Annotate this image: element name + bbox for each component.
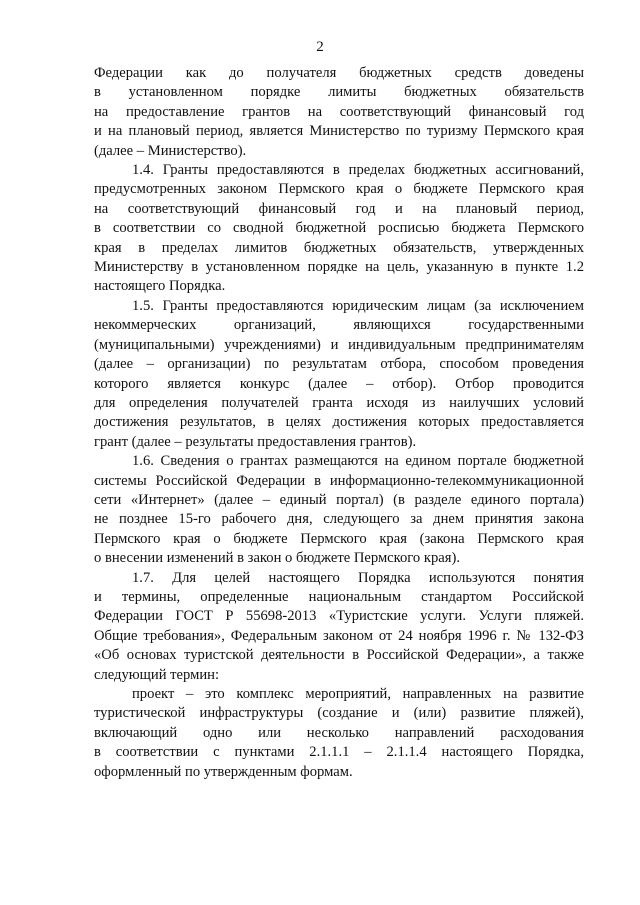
text-line: некоммерческих организаций, являющихся государственными bbox=[94, 317, 584, 334]
text-line: настоящего Порядка. bbox=[94, 278, 226, 295]
text-line: Пермского края о бюджете Пермского края (закона Пермского края bbox=[94, 530, 584, 547]
text-line: предусмотренных законом Пермского края о бюджете Пермского края bbox=[94, 181, 584, 198]
text-line: сети «Интернет» (далее – единый портал) (в разделе единого портала) bbox=[94, 491, 584, 508]
text-line: на предоставление грантов на соответствующий финансовый год bbox=[94, 103, 584, 120]
text-line: в соответствии со сводной бюджетной росписью бюджета Пермского bbox=[94, 220, 584, 237]
document-body bbox=[94, 64, 584, 782]
text-line: 1.4. Гранты предоставляются в пределах бюджетных ассигнований, bbox=[132, 162, 584, 179]
text-line: на соответствующий финансовый год и на плановый период, bbox=[94, 200, 584, 217]
page-number: 2 bbox=[316, 39, 324, 55]
text-line: следующий термин: bbox=[94, 666, 220, 683]
text-line: туристической инфраструктуры (создание и (или) развитие пляжей), bbox=[94, 705, 584, 722]
text-line: не позднее 15-го рабочего дня, следующего за днем принятия закона bbox=[94, 511, 584, 528]
paragraph-p2 bbox=[94, 161, 584, 297]
text-line: Федерации ГОСТ Р 55698-2013 «Туристские услуги. Услуги пляжей. bbox=[94, 608, 584, 625]
text-line: Министерству в установленном порядке на цель, указанную в пункте 1.2 bbox=[94, 259, 584, 276]
paragraph-p4 bbox=[94, 452, 584, 568]
text-line: края в пределах лимитов бюджетных обязательств, утвержденных bbox=[94, 239, 584, 256]
paragraph-p5 bbox=[94, 569, 584, 685]
text-line: «Об основах туристской деятельности в Российской Федерации», а также bbox=[94, 647, 584, 664]
paragraph-p3 bbox=[94, 297, 584, 452]
text-line: (далее – Министерство). bbox=[94, 142, 247, 159]
paragraph-p6 bbox=[94, 685, 584, 782]
text-line: которого является конкурс (далее – отбор). Отбор проводится bbox=[94, 375, 584, 392]
text-line: грант (далее – результаты предоставления грантов). bbox=[94, 433, 417, 450]
text-line: оформленный по утвержденным формам. bbox=[94, 763, 353, 780]
text-line: о внесении изменений в закон о бюджете Пермского края). bbox=[94, 550, 460, 567]
text-line: достижения результатов, в целях достижения которых предоставляется bbox=[94, 414, 584, 431]
paragraph-p1 bbox=[94, 64, 584, 161]
text-line: и на плановый период, является Министерство по туризму Пермского края bbox=[94, 123, 584, 140]
text-line: системы Российской Федерации в информационно-телекоммуникационной bbox=[94, 472, 584, 489]
text-line: 1.7. Для целей настоящего Порядка используются понятия bbox=[132, 569, 584, 586]
text-line: проект – это комплекс мероприятий, направленных на развитие bbox=[132, 686, 584, 702]
text-line: (муниципальными) учреждениями) и индивидуальным предпринимателям bbox=[94, 336, 584, 353]
text-line: для определения получателей гранта исходя из наилучших условий bbox=[94, 394, 584, 411]
text-line: (далее – организации) по результатам отбора, способом проведения bbox=[94, 356, 584, 373]
text-line: включающий одно или несколько направлений расходования bbox=[94, 724, 584, 741]
text-line: Общие требования», Федеральным законом от 24 ноября 1996 г. № 132-ФЗ bbox=[94, 627, 584, 644]
text-line: и термины, определенные национальным стандартом Российской bbox=[94, 588, 584, 605]
text-line: Федерации как до получателя бюджетных средств доведены bbox=[94, 65, 584, 81]
text-line: 1.5. Гранты предоставляются юридическим лицам (за исключением bbox=[132, 297, 584, 314]
text-line: в соответствии с пунктами 2.1.1.1 – 2.1.1.4 настоящего Порядка, bbox=[94, 744, 584, 761]
text-line: 1.6. Сведения о грантах размещаются на едином портале бюджетной bbox=[132, 453, 584, 470]
text-line: в установленном порядке лимиты бюджетных обязательств bbox=[94, 84, 584, 101]
